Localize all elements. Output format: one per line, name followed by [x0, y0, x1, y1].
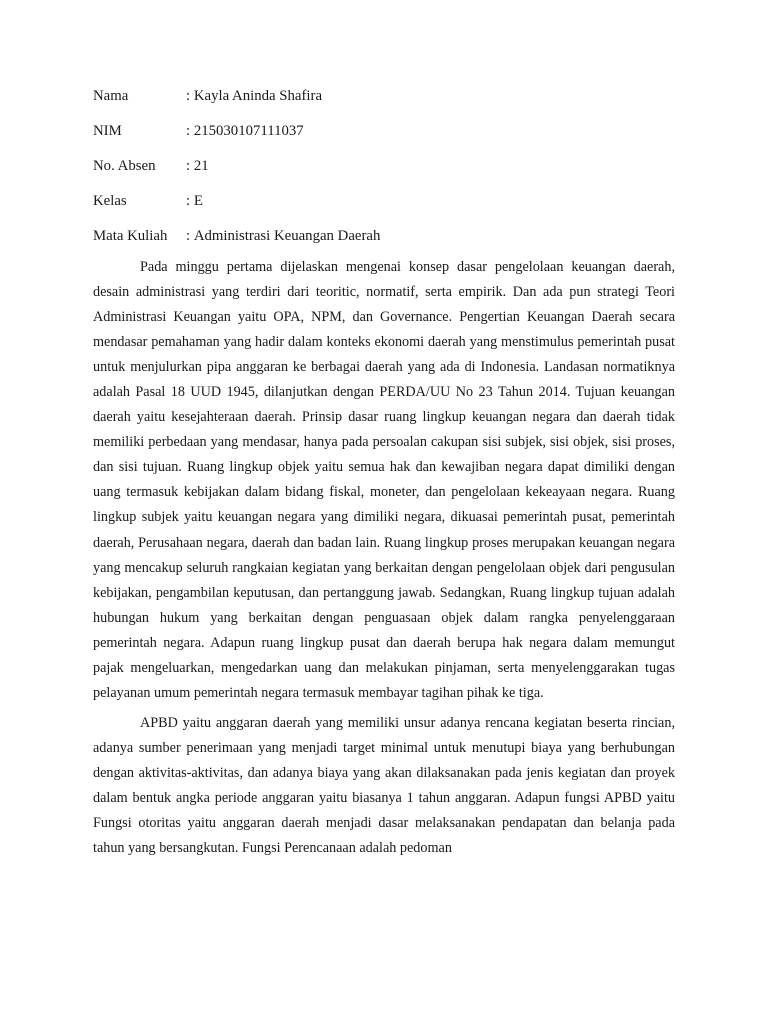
- meta-row-nim: [93, 119, 675, 154]
- meta-value-course: Administrasi Keuangan Daerah: [193, 228, 381, 244]
- meta-row-course: [93, 224, 675, 259]
- meta-label-absen: No. Absen: [93, 158, 156, 174]
- meta-value-name: Kayla Aninda Shafira: [193, 88, 323, 104]
- paragraph-keuangan-daerah: Pada minggu pertama dijelaskan mengenai konsep dasar pengelolaan keuangan daerah, desain administrasi yang terdiri dari teoritic, normatif, serta empirik. Dan ada pun strategi Teori Administrasi Keuangan yaitu OPA, NPM, dan Governance. Pengertian Keuangan Daerah secara mendasar pemahaman yang hadir dalam konteks ekonomi daerah yang menstimulus pemerintah pusat untuk menjulurkan pipa anggaran ke berbagai daerah yang ada di Indonesia. Landasan normatiknya adalah Pasal 18 UUD 1945, dilanjutkan dengan PERDA/UU No 23 Tahun 2014. Tujuan keuangan daerah yaitu kesejahteraan daerah. Prinsip dasar ruang lingkup keuangan negara dan daerah tidak memiliki perbedaan yang mendasar, hanya pada persoalan cakupan sisi subjek, sisi objek, sisi proses, dan sisi tujuan. Ruang lingkup objek yaitu semua hak dan kewajiban negara dapat dimiliki dengan uang termasuk kebijakan dalam bidang fiskal, moneter, dan pengelolaan kekeayaan negara. Ruang lingkup subjek yaitu keuangan negara yang dimiliki negara, dikuasai pemerintah pusat, pemerintah daerah, Perusahaan negara, daerah dan badan lain. Ruang lingkup proses merupakan keuangan negara yang mencakup seluruh rangkaian kegiatan yang berkaitan dengan pengelolaan objek dari pengusulan kebijakan, pengambilan keputusan, dan pertanggung jawab. Sedangkan, Ruang lingkup tujuan adalah hubungan hukum yang berkaitan dengan penguasaan objek dalam rangka penyelenggaraan pemerintah negara. Adapun ruang lingkup pusat dan daerah berupa hak negara dalam memungut pajak mengeluarkan, mengedarkan uang dan melakukan pinjaman, serta menyelenggarakan tugas pelayanan umum pemerintah negara termasuk membayar tagihan pihak ke tiga.: [93, 259, 675, 701]
- essay-body: [93, 255, 675, 861]
- meta-value-absen: 21: [193, 158, 209, 174]
- meta-label-course: Mata Kuliah: [93, 228, 168, 244]
- paragraph-apbd: APBD yaitu anggaran daerah yang memiliki unsur adanya rencana kegiatan beserta rincian, adanya sumber penerimaan yang menjadi target minimal untuk menutupi biaya yang berhubungan dengan aktivitas-aktivitas, dan adanya biaya yang akan dilaksanakan pada jenis kegiatan dan proyek dalam bentuk angka periode anggaran yaitu biasanya 1 tahun anggaran. Adapun fungsi APBD yaitu Fungsi otoritas yaitu anggaran daerah menjadi dasar melaksanakan pendapatan dan belanja pada tahun yang bersangkutan. Fungsi Perencanaan adalah pedoman: [93, 714, 675, 857]
- meta-row-class: [93, 189, 675, 224]
- meta-separator: :: [186, 193, 194, 209]
- meta-separator: :: [186, 158, 194, 174]
- meta-separator: :: [186, 123, 194, 139]
- document-page: [93, 84, 675, 866]
- meta-value-class: E: [193, 193, 203, 209]
- meta-value-nim: 215030107111037: [193, 123, 304, 139]
- meta-label-name: Nama: [93, 88, 129, 104]
- meta-row-absen: [93, 154, 675, 189]
- meta-label-nim: NIM: [93, 123, 122, 139]
- meta-separator: :: [186, 88, 194, 104]
- student-info: [93, 84, 675, 259]
- meta-label-class: Kelas: [93, 193, 127, 209]
- meta-row-name: [93, 84, 675, 119]
- meta-separator: :: [186, 228, 194, 244]
